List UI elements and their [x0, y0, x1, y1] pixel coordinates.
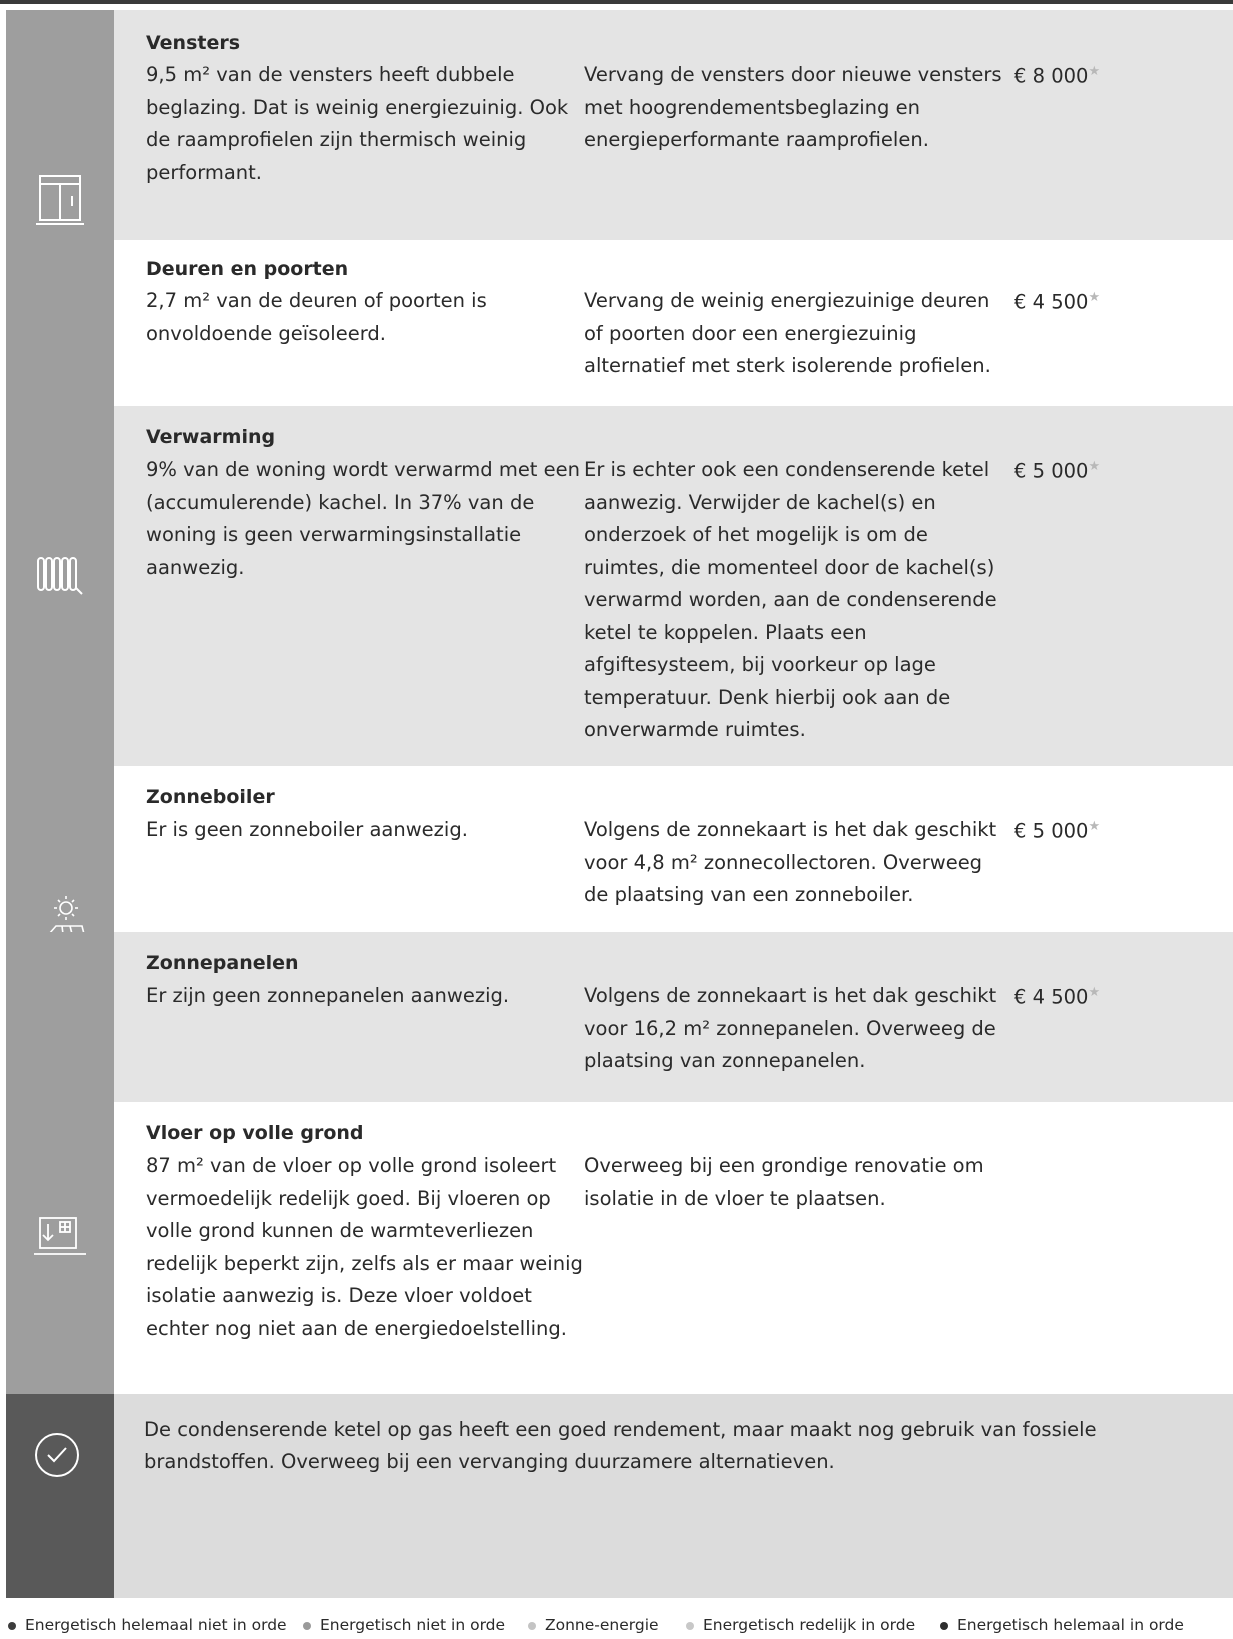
cost-value: € 5 000	[1014, 819, 1089, 843]
section-body	[114, 240, 1233, 406]
radiator-icon	[32, 554, 88, 598]
star-icon: ★	[1088, 459, 1101, 474]
section-advice: Vervang de weinig energiezuinige deuren of poorten door een energiezuinig alternatief met sterk isolerende profielen.	[584, 289, 991, 377]
legend-item	[686, 1616, 915, 1634]
top-rule	[0, 0, 1233, 4]
section-cost	[1014, 459, 1100, 483]
section-title: Deuren en poorten	[146, 258, 349, 280]
section-title: Verwarming	[146, 426, 276, 448]
section-cost	[1014, 985, 1100, 1009]
section-body	[114, 766, 1233, 932]
section-body	[114, 10, 1233, 240]
legend-item	[303, 1616, 505, 1634]
section-verwarming	[6, 406, 1233, 766]
star-icon: ★	[1088, 64, 1101, 79]
section-advice: Volgens de zonnekaart is het dak geschikt voor 16,2 m² zonnepanelen. Overweeg de plaatsing van zonnepanelen.	[584, 984, 997, 1072]
section-body	[114, 1102, 1233, 1394]
checkmark-circle-icon	[32, 1430, 82, 1480]
section-advice: Vervang de vensters door nieuwe vensters met hoogrendementsbeglazing en energieperformante raamprofielen.	[584, 63, 1002, 151]
section-title: Vensters	[146, 32, 241, 54]
final-note-sidebar	[6, 1394, 114, 1598]
section-advice: Overweeg bij een grondige renovatie om isolatie in de vloer te plaatsen.	[584, 1154, 984, 1210]
section-cost	[1014, 290, 1100, 314]
legend-dot-icon	[303, 1622, 311, 1630]
cost-value: € 5 000	[1014, 459, 1089, 483]
star-icon: ★	[1088, 985, 1101, 1000]
legend-label: Energetisch redelijk in orde	[703, 1616, 916, 1634]
final-note-body	[114, 1394, 1233, 1598]
legend-item	[8, 1616, 287, 1634]
star-icon: ★	[1088, 290, 1101, 305]
section-vensters	[6, 10, 1233, 240]
legend-dot-icon	[528, 1622, 536, 1630]
section-title: Zonnepanelen	[146, 952, 299, 974]
section-cost	[1014, 819, 1100, 843]
cost-value: € 8 000	[1014, 64, 1089, 88]
section-description: 9% van de woning wordt verwarmd met een (accumulerende) kachel. In 37% van de woning is geen verwarmingsinstallatie aanwezig.	[146, 458, 581, 579]
section-zonnepanelen	[6, 932, 1233, 1102]
final-note	[6, 1394, 1233, 1598]
legend	[0, 1612, 1233, 1639]
legend-item	[528, 1616, 659, 1634]
legend-item	[940, 1616, 1184, 1634]
section-title: Zonneboiler	[146, 786, 275, 808]
legend-label: Energetisch helemaal in orde	[957, 1616, 1184, 1634]
section-description: 9,5 m² van de vensters heeft dubbele beglazing. Dat is weinig energiezuinig. Ook de raamprofielen zijn thermisch weinig performant.	[146, 63, 569, 184]
section-deuren-en-poorten	[6, 240, 1233, 406]
section-description: Er zijn geen zonnepanelen aanwezig.	[146, 984, 510, 1007]
floor-icon	[32, 1214, 88, 1262]
legend-label: Energetisch niet in orde	[320, 1616, 506, 1634]
window-icon	[34, 170, 86, 232]
section-zonneboiler	[6, 766, 1233, 932]
section-sidebar	[6, 932, 114, 1102]
section-body	[114, 406, 1233, 766]
section-description: 87 m² van de vloer op volle grond isoleert vermoedelijk redelijk goed. Bij vloeren op volle grond kunnen de warmteverliezen redelijk beperkt zijn, zelfs als er maar weinig isolatie aanwezig is. Deze vloer voldoet echter nog niet aan de energiedoelstelling.	[146, 1154, 583, 1340]
section-description: Er is geen zonneboiler aanwezig.	[146, 818, 468, 841]
legend-dot-icon	[940, 1622, 948, 1630]
cost-value: € 4 500	[1014, 985, 1089, 1009]
final-note-text: De condenserende ketel op gas heeft een goed rendement, maar maakt nog gebruik van fossiele brandstoffen. Overweeg bij een vervanging duurzamere alternatieven.	[144, 1418, 1097, 1473]
section-sidebar	[6, 406, 114, 766]
star-icon: ★	[1088, 819, 1101, 834]
section-title: Vloer op volle grond	[146, 1122, 364, 1144]
legend-label: Energetisch helemaal niet in orde	[25, 1616, 287, 1634]
legend-dot-icon	[686, 1622, 694, 1630]
section-advice: Er is echter ook een condenserende ketel aanwezig. Verwijder de kachel(s) en onderzoek of het mogelijk is om de ruimtes, die momenteel door de kachel(s) verwarmd worden, aan de condenserende ketel te koppelen. Plaats een afgiftesysteem, bij voorkeur op lage temperatuur. Denk hierbij ook aan de onverwarmde ruimtes.	[584, 458, 997, 741]
section-description: 2,7 m² van de deuren of poorten is onvoldoende geïsoleerd.	[146, 289, 487, 345]
legend-label: Zonne-energie	[545, 1616, 659, 1634]
section-sidebar	[6, 240, 114, 406]
section-cost	[1014, 64, 1100, 88]
section-sidebar	[6, 1102, 114, 1394]
section-vloer-op-volle-grond	[6, 1102, 1233, 1394]
section-advice: Volgens de zonnekaart is het dak geschikt voor 4,8 m² zonnecollectoren. Overweeg de plaatsing van een zonneboiler.	[584, 818, 997, 906]
section-body	[114, 932, 1233, 1102]
section-sidebar	[6, 766, 114, 932]
cost-value: € 4 500	[1014, 290, 1089, 314]
section-sidebar	[6, 10, 114, 240]
legend-dot-icon	[8, 1622, 16, 1630]
